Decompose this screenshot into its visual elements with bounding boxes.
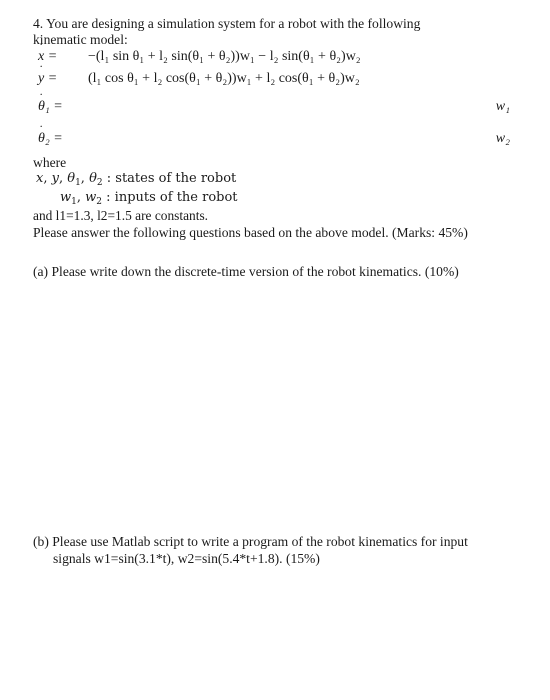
where-label: where [33, 155, 67, 170]
instruction-line: Please answer the following questions based on the above model. (Marks: 45%) [33, 225, 468, 240]
equation-lhs: ˙ y = [38, 71, 57, 87]
equation-lhs: ˙ θ₁ = [38, 99, 63, 115]
states-description: : states of the robot [106, 171, 237, 186]
inputs-definition: $w_1$, $w_2$ : inputs of the robot [60, 190, 238, 207]
constants-line: and l1=1.3, l2=1.5 are constants. [33, 208, 209, 223]
part-a-question: (a) Please write down the discrete-time version of the robot kinematics. (10%) [33, 264, 459, 279]
part-b-line1: (b) Please use Matlab script to write a program of the robot kinematics for input [33, 534, 468, 549]
equation-rhs: w₁ [495, 99, 510, 114]
question-intro-line2: kinematic model: [33, 32, 128, 47]
question-intro-line1: 4. You are designing a simulation system for a robot with the following [33, 16, 421, 31]
equation-lhs: ˙ x = [38, 49, 57, 65]
equation-theta2-dot [0, 131, 550, 153]
states-definition: x, y, $\theta_1$, $\theta_2$ : states of the robot [36, 171, 237, 188]
question-intro [33, 16, 515, 48]
equation-y-dot [0, 71, 550, 93]
equation-rhs: (l₁ cos θ₁ + l₂ cos(θ₁ + θ₂))w₁ + l₂ cos(θ₁ + θ₂)w₂ [88, 71, 360, 86]
equation-x-dot [0, 49, 550, 71]
equation-rhs: −(l₁ sin θ₁ + l₂ sin(θ₁ + θ₂))w₁ − l₂ sin(θ₁ + θ₂)w₂ [88, 49, 361, 64]
equation-rhs: w₂ [495, 131, 510, 146]
part-b-line2: signals w1=sin(3.1*t), w2=sin(5.4*t+1.8). (15%) [53, 551, 320, 566]
equation-theta1-dot [0, 99, 550, 121]
equation-lhs: ˙ θ₂ = [38, 131, 63, 147]
part-b-question [33, 533, 518, 567]
inputs-description: : inputs of the robot [106, 190, 238, 205]
